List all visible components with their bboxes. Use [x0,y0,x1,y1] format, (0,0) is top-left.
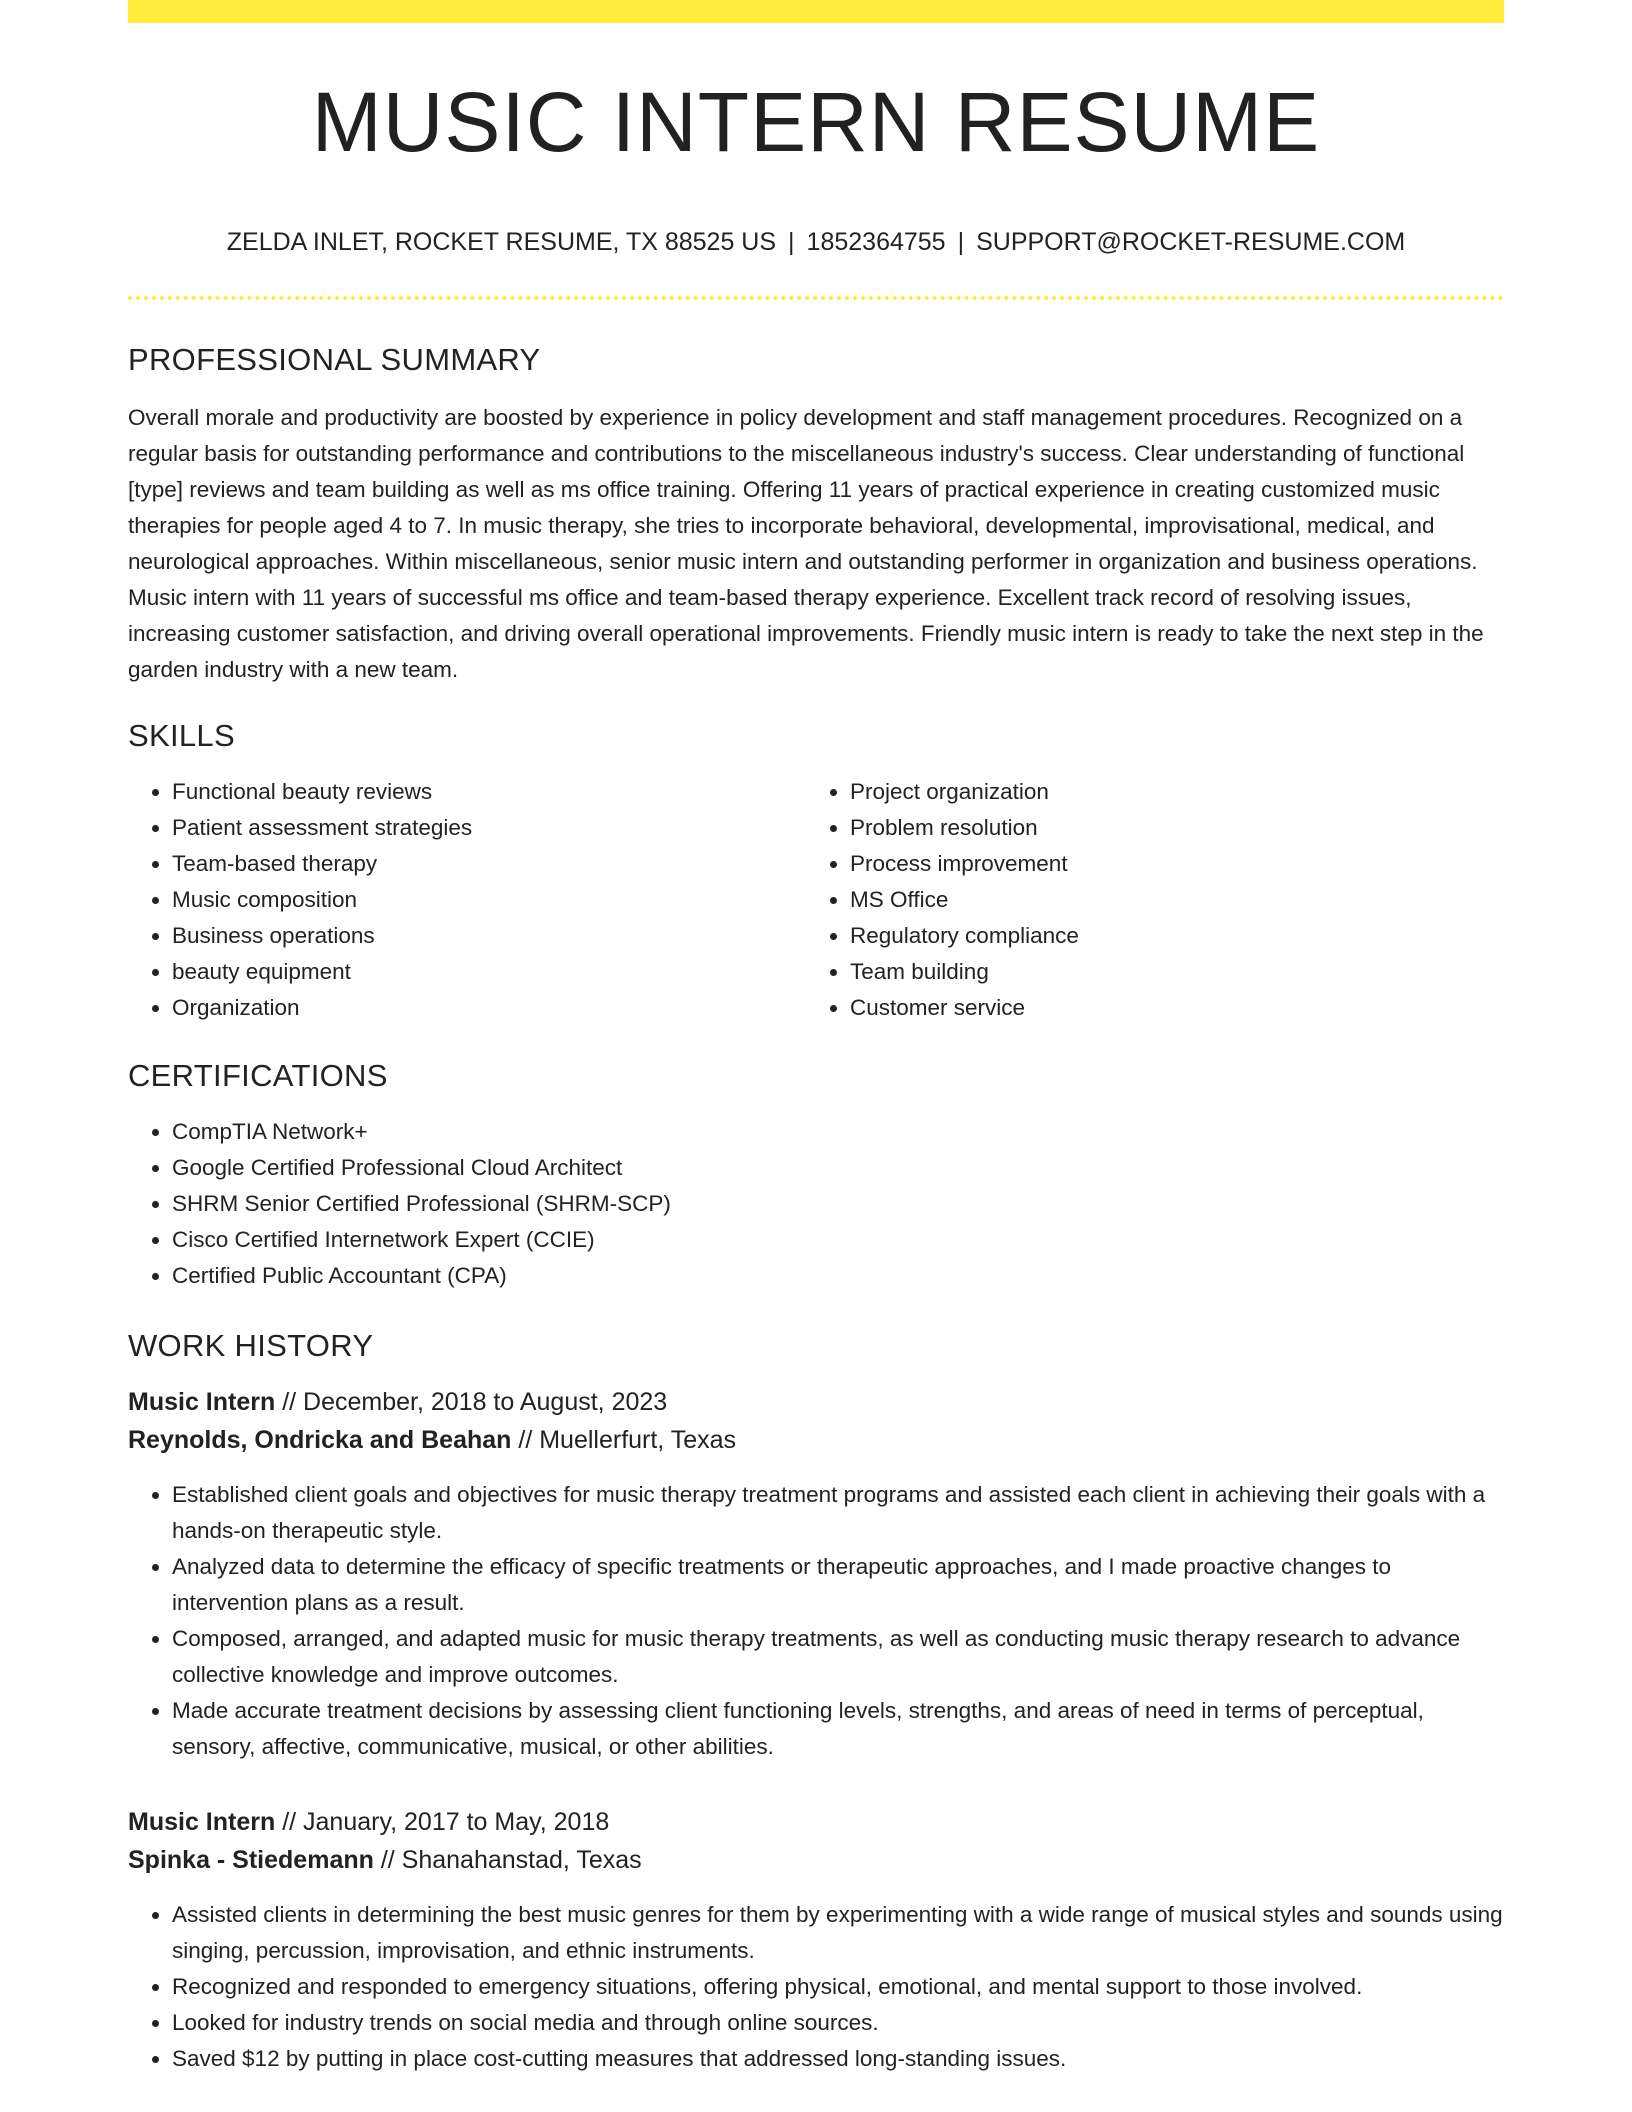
skill-item: • MS Office [850,882,1484,918]
skills-right-list [806,774,1484,1026]
job-role-line [128,1803,1504,1841]
top-accent-bar [128,0,1504,23]
skill-item: • Music composition [172,882,806,918]
job-bullet: • Established client goals and objectives for music therapy treatment programs and assisted each client in achieving their goals with a hands-on therapeutic style. [172,1477,1504,1549]
contact-separator: | [957,228,965,256]
skills-heading: SKILLS [128,718,235,753]
skill-item: • Functional beauty reviews [172,774,806,810]
job-location: // Muellerfurt, Texas [511,1426,737,1454]
job-role: Music Intern [128,1808,276,1836]
job-bullets [128,1897,1504,2077]
job-company-line [128,1841,1504,1879]
certification-item: • SHRM Senior Certified Professional (SHRM-SCP) [172,1186,1504,1222]
job-dates: // January, 2017 to May, 2018 [275,1808,610,1836]
skill-item: • Problem resolution [850,810,1484,846]
certification-item: • CompTIA Network+ [172,1114,1504,1150]
skill-item: • Business operations [172,918,806,954]
job-company: Spinka - Stiedemann [128,1846,374,1874]
skill-item: • Regulatory compliance [850,918,1484,954]
job-bullets [128,1477,1504,1765]
skill-item: • Patient assessment strategies [172,810,806,846]
contact-phone: 1852364755 [806,228,946,256]
resume-page [128,0,1504,2077]
job-entry [128,1383,1504,1765]
skills-columns [128,774,1504,1026]
job-role: Music Intern [128,1388,276,1416]
job-entry [128,1803,1504,2077]
resume-title: MUSIC INTERN RESUME [311,75,1321,169]
contact-separator: | [788,228,795,256]
skill-item: • Team building [850,954,1484,990]
job-company: Reynolds, Ondricka and Beahan [128,1426,512,1454]
contact-address: ZELDA INLET, ROCKET RESUME, TX 88525 US [226,228,777,256]
contact-line [128,230,1504,255]
summary-heading: PROFESSIONAL SUMMARY [128,342,541,377]
skill-item: • beauty equipment [172,954,806,990]
contact-email: SUPPORT@ROCKET-RESUME.COM [976,228,1406,256]
job-bullet: • Saved $12 by putting in place cost-cutting measures that addressed long-standing issues. [172,2041,1504,2077]
dotted-divider [128,296,1504,300]
certifications-list [128,1114,1504,1294]
job-bullet: • Assisted clients in determining the best music genres for them by experimenting with a wide range of musical styles and sounds using singing, percussion, improvisation, and ethnic instruments. [172,1897,1504,1969]
job-location: // Shanahanstad, Texas [373,1846,642,1874]
skill-item: • Team-based therapy [172,846,806,882]
certifications-heading: CERTIFICATIONS [128,1058,388,1093]
skill-item: • Customer service [850,990,1484,1026]
summary-text: Overall morale and productivity are boosted by experience in policy development and staff management procedures. Recognized on a regular basis for outstanding performance and contributions to the miscellaneous industry's success. Clear understanding of functional [type] reviews and team building as well as ms office training. Offering 11 years of practical experience in creating customized music therapies for people aged 4 to 7. In music therapy, she tries to incorporate behavioral, developmental, improvisational, medical, and neurological approaches. Within miscellaneous, senior music intern and outstanding performer in organization and business operations. Music intern with 11 years of successful ms office and team-based therapy experience. Excellent track record of resolving issues, increasing customer satisfaction, and driving overall operational improvements. Friendly music intern is ready to take the next step in the garden industry with a new team. [128,405,1484,682]
skill-item: • Organization [172,990,806,1026]
job-company-line [128,1421,1504,1459]
job-bullet: • Looked for industry trends on social media and through online sources. [172,2005,1504,2041]
skill-item: • Project organization [850,774,1484,810]
job-role-line [128,1383,1504,1421]
job-bullet: • Analyzed data to determine the efficacy of specific treatments or therapeutic approaches, and I made proactive changes to intervention plans as a result. [172,1549,1504,1621]
job-bullet: • Recognized and responded to emergency situations, offering physical, emotional, and mental support to those involved. [172,1969,1504,2005]
job-dates: // December, 2018 to August, 2023 [275,1388,668,1416]
work-history-heading: WORK HISTORY [128,1328,374,1363]
certification-item: • Cisco Certified Internetwork Expert (CCIE) [172,1222,1504,1258]
skill-item: • Process improvement [850,846,1484,882]
skills-left-list [128,774,806,1026]
job-bullet: • Composed, arranged, and adapted music for music therapy treatments, as well as conducting music therapy research to advance collective knowledge and improve outcomes. [172,1621,1504,1693]
certification-item: • Certified Public Accountant (CPA) [172,1258,1504,1294]
certification-item: • Google Certified Professional Cloud Architect [172,1150,1504,1186]
job-bullet: • Made accurate treatment decisions by assessing client functioning levels, strengths, and areas of need in terms of perceptual, sensory, affective, communicative, musical, or other abilities. [172,1693,1504,1765]
